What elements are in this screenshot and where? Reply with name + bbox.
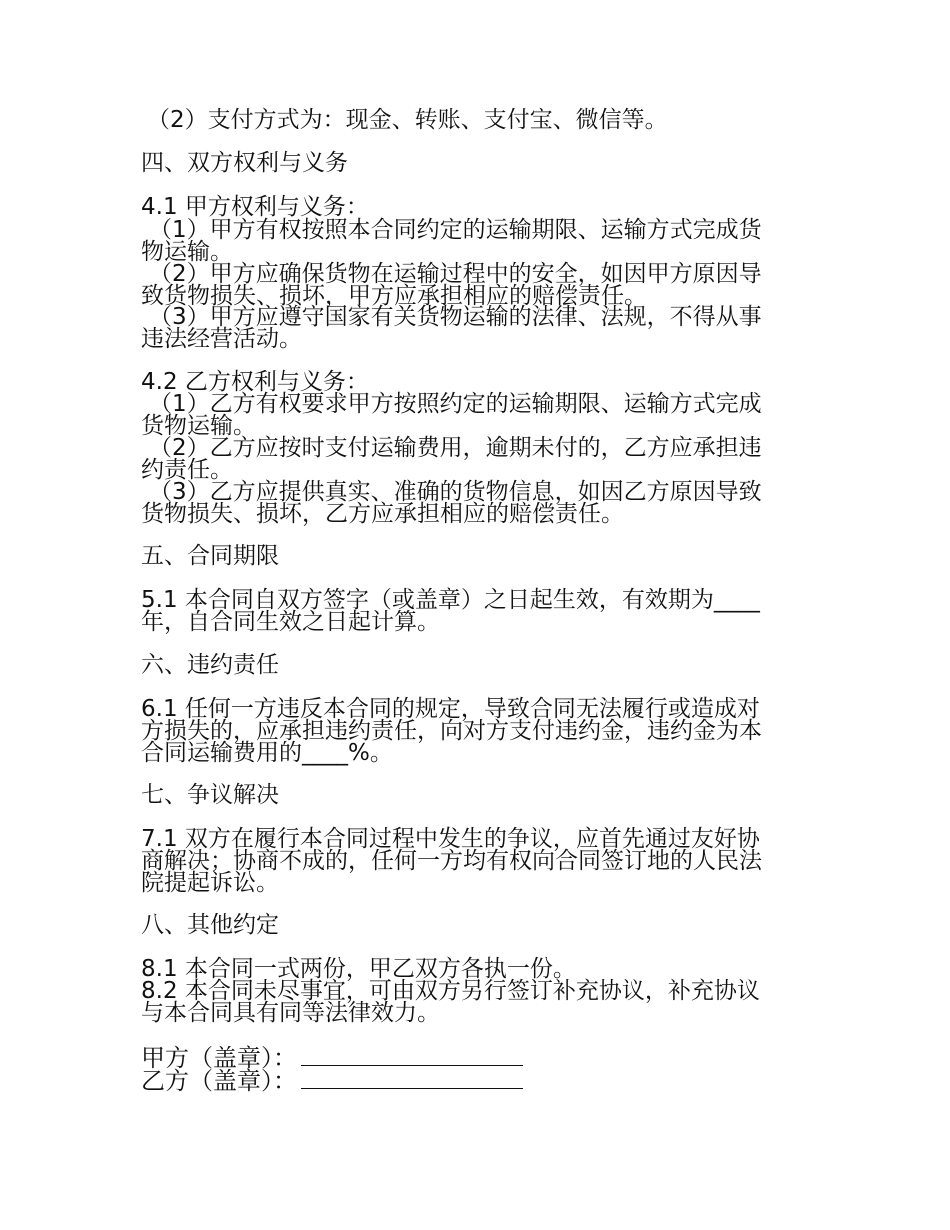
section-4-2-line: 约责任。 xyxy=(141,457,233,483)
party-a-signature-blank[interactable] xyxy=(301,1045,523,1066)
section-6-line: 方损失的，应承担违约责任，向对方支付违约金，违约金为本 xyxy=(141,718,762,744)
section-8-line: 8.1 本合同一式两份，甲乙双方各执一份。 xyxy=(141,956,576,982)
section-4-1-subheading: 4.1 甲方权利与义务： xyxy=(141,194,369,220)
section-4-1-line: 违法经营活动。 xyxy=(141,326,302,352)
party-b-signature-label: 乙方（盖章）： xyxy=(141,1067,297,1095)
section-4-1-line: 物运输。 xyxy=(141,239,233,265)
section-4-1-line: 致货物损失、损坏，甲方应承担相应的赔偿责任。 xyxy=(141,283,647,309)
section-8-line: 8.2 本合同未尽事宜，可由双方另行签订补充协议，补充协议 xyxy=(141,978,760,1004)
section-7-line: 院提起诉讼。 xyxy=(141,870,279,896)
section-4-2-line: （1）乙方有权要求甲方按照约定的运输期限、运输方式完成 xyxy=(149,391,762,417)
payment-method-line: （2）支付方式为：现金、转账、支付宝、微信等。 xyxy=(147,107,668,133)
party-b-signature-row xyxy=(141,1068,523,1093)
section-8-heading: 八、其他约定 xyxy=(141,912,279,938)
section-5-line: 年，自合同生效之日起计算。 xyxy=(141,609,440,635)
section-5-line: 5.1 本合同自双方签字（或盖章）之日起生效，有效期为____ xyxy=(141,587,760,613)
section-4-heading: 四、双方权利与义务 xyxy=(141,150,348,176)
section-4-2-line: 货物运输。 xyxy=(141,413,256,439)
section-5-heading: 五、合同期限 xyxy=(141,543,279,569)
section-8-line: 与本合同具有同等法律效力。 xyxy=(141,1000,440,1026)
section-4-1-line: （3）甲方应遵守国家有关货物运输的法律、法规，不得从事 xyxy=(149,304,762,330)
section-4-1-line: （2）甲方应确保货物在运输过程中的安全，如因甲方原因导 xyxy=(149,261,762,287)
section-7-heading: 七、争议解决 xyxy=(141,782,279,808)
section-6-heading: 六、违约责任 xyxy=(141,652,279,678)
party-a-signature-label: 甲方（盖章）： xyxy=(141,1044,297,1072)
section-4-1-line: （1）甲方有权按照本合同约定的运输期限、运输方式完成货 xyxy=(149,217,762,243)
section-4-2-subheading: 4.2 乙方权利与义务： xyxy=(141,369,369,395)
section-4-2-line: （3）乙方应提供真实、准确的货物信息，如因乙方原因导致 xyxy=(149,479,762,505)
section-7-line: 商解决；协商不成的，任何一方均有权向合同签订地的人民法 xyxy=(141,848,762,874)
section-6-line: 合同运输费用的____%。 xyxy=(141,740,393,766)
party-b-signature-blank[interactable] xyxy=(301,1068,523,1089)
section-6-line: 6.1 任何一方违反本合同的规定，导致合同无法履行或造成对 xyxy=(141,696,760,722)
section-4-2-line: 货物损失、损坏，乙方应承担相应的赔偿责任。 xyxy=(141,501,624,527)
section-7-line: 7.1 双方在履行本合同过程中发生的争议，应首先通过友好协 xyxy=(141,826,760,852)
section-4-2-line: （2）乙方应按时支付运输费用，逾期未付的，乙方应承担违 xyxy=(149,435,762,461)
